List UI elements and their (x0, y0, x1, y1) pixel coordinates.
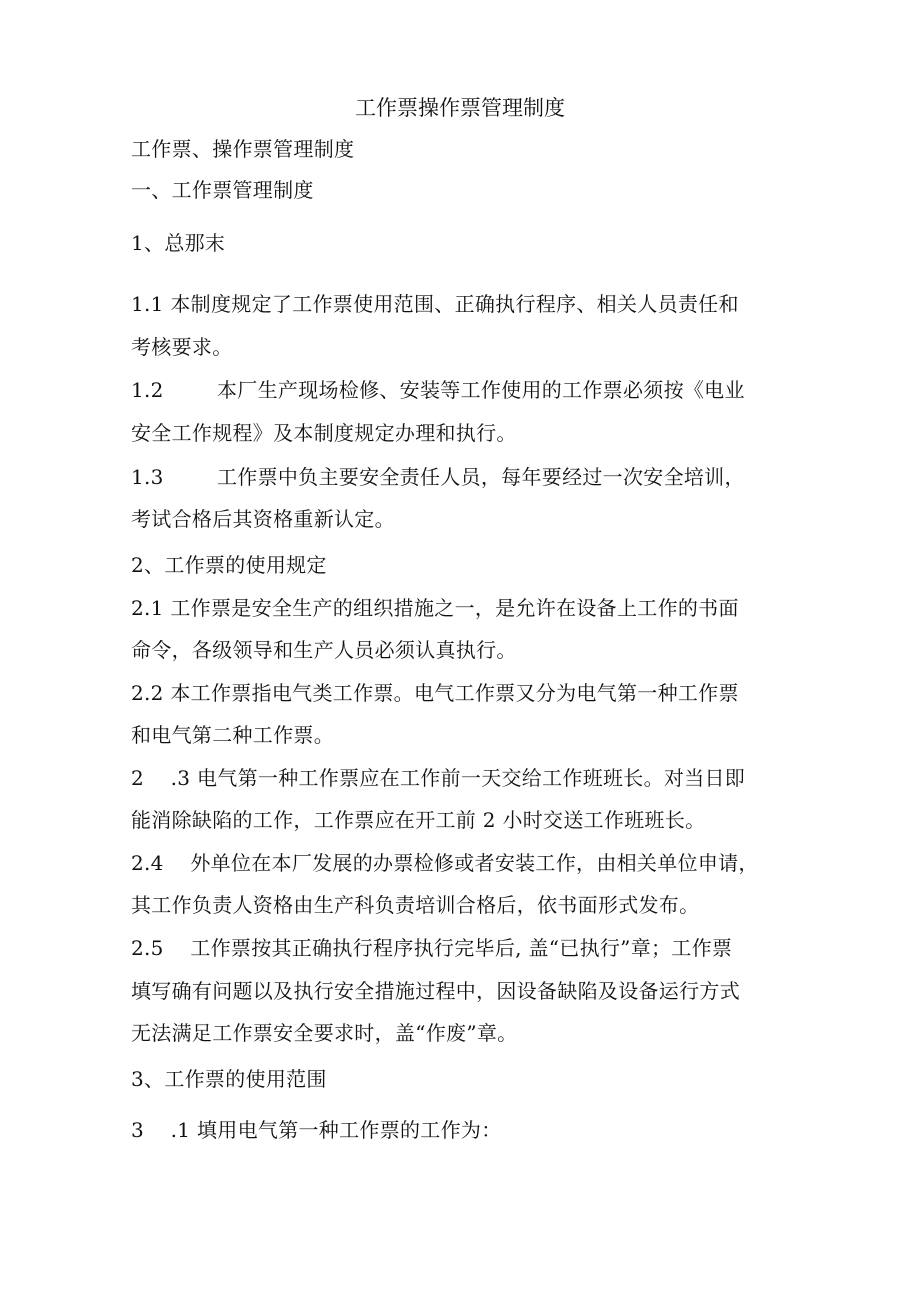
paragraph-line: 命令，各级领导和生产人员必须认真执行。 (131, 638, 517, 662)
paragraph-line: 考核要求。 (131, 335, 233, 359)
paragraph-line: 考试合格后其资格重新认定。 (131, 507, 395, 531)
paragraph-line: 1.3 工作票中负主要安全责任人员，每年要经过一次安全培训， (131, 465, 745, 489)
document-title: 工作票操作票管理制度 (355, 96, 565, 120)
paragraph-line: 3、工作票的使用范围 (131, 1067, 327, 1091)
paragraph-line: 填写确有问题以及执行安全措施过程中，因设备缺陷及设备运行方式 (131, 979, 740, 1003)
paragraph-line: 1.1 本制度规定了工作票使用范围、正确执行程序、相关人员责任和 (131, 292, 739, 316)
paragraph-line: 和电气第二种工作票。 (131, 723, 334, 747)
paragraph-line: 安全工作规程》及本制度规定办理和执行。 (131, 421, 517, 445)
paragraph-line: 2.1 工作票是安全生产的组织措施之一，是允许在设备上工作的书面 (131, 596, 739, 620)
paragraph-line: 能消除缺陷的工作，工作票应在开工前 2 小时交送工作班班长。 (131, 808, 706, 832)
paragraph-line: 无法满足工作票安全要求时，盖“作废”章。 (131, 1021, 518, 1045)
paragraph-line: 2.2 本工作票指电气类工作票。电气工作票又分为电气第一种工作票 (131, 681, 739, 705)
paragraph-line: 2、工作票的使用规定 (131, 553, 327, 577)
paragraph-line: 1.2 本厂生产现场检修、安装等工作使用的工作票必须按《电业 (131, 378, 745, 402)
paragraph-line: 3 .1 填用电气第一种工作票的工作为： (131, 1118, 502, 1142)
paragraph-line: 其工作负责人资格由生产科负责培训合格后，依书面形式发布。 (131, 893, 700, 917)
paragraph-line: 工作票、操作票管理制度 (131, 137, 355, 161)
paragraph-line: 2.5 工作票按其正确执行程序执行完毕后, 盖“已执行”章；工作票 (131, 936, 733, 960)
paragraph-line: 2.4 外单位在本厂发展的办票检修或者安装工作，由相关单位申请， (131, 851, 759, 875)
paragraph-line: 1、总那末 (131, 231, 226, 255)
paragraph-line: 2 .3 电气第一种工作票应在工作前一天交给工作班班长。对当日即 (131, 766, 746, 790)
paragraph-line: 一、工作票管理制度 (131, 178, 314, 202)
